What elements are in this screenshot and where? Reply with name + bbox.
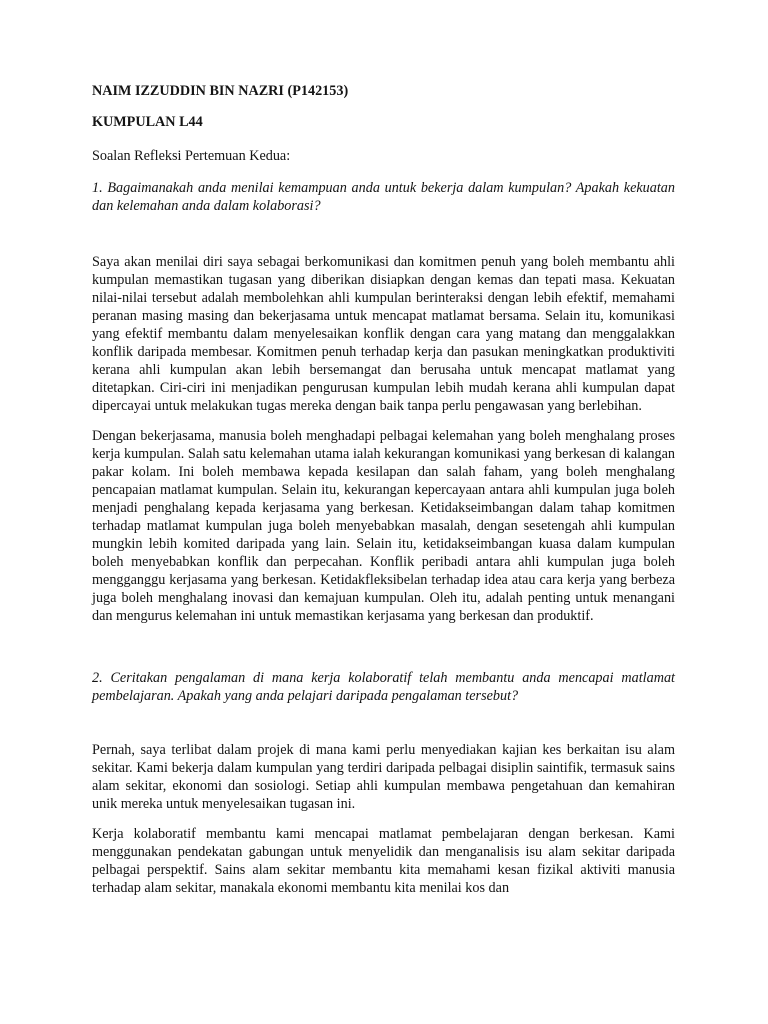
spacer — [92, 705, 675, 741]
question-2: 2. Ceritakan pengalaman di mana kerja kolaboratif telah membantu anda mencapai matlamat pembelajaran. Apakah yang anda pelajari daripada pengalaman tersebut? — [92, 670, 675, 704]
document-page — [92, 82, 675, 909]
answer-1-paragraph-2: Dengan bekerjasama, manusia boleh menghadapi pelbagai kelemahan yang boleh menghalang proses kerja kumpulan. Salah satu kelemahan utama ialah kekurangan komunikasi yang berkesan di kalangan pakar kolam. Ini boleh membawa kepada kesilapan dan salah faham, yang boleh menghalang pencapaian matlamat kumpulan. Selain itu, kekurangan kepercayaan antara ahli kumpulan juga boleh menjadi penghalang kepada kerjasama yang berkesan. Ketidakseimbangan dalam tahap komitmen terhadap matlamat kumpulan juga boleh menyebabkan masalah, dengan sesetengah ahli kumpulan mungkin lebih komited daripada yang lain. Selain itu, ketidakseimbangan kuasa dalam kumpulan boleh menyebabkan konflik dan perpecahan. Konflik peribadi antara ahli kumpulan juga boleh mengganggu kerjasama yang berkesan. Ketidakfleksibelan terhadap idea atau cara kerja yang berbeza juga boleh menghalang inovasi dan kemajuan kumpulan. Oleh itu, adalah penting untuk menangani dan mengurus kelemahan ini untuk memastikan kerjasama yang berkesan dan produktif. — [92, 428, 675, 624]
answer-2-paragraph-1: Pernah, saya terlibat dalam projek di mana kami perlu menyediakan kajian kes berkaitan isu alam sekitar. Kami bekerja dalam kumpulan yang terdiri daripada pelbagai disiplin saintifik, termasuk sains alam sekitar, ekonomi dan sosiologi. Setiap ahli kumpulan membawa pengetahuan dan kemahiran unik mereka untuk menyelesaikan tugasan ini. — [92, 742, 675, 812]
question-1: 1. Bagaimanakah anda menilai kemampuan anda untuk bekerja dalam kumpulan? Apakah kekuatan dan kelemahan anda dalam kolaborasi? — [92, 180, 675, 214]
section-subtitle: Soalan Refleksi Pertemuan Kedua: — [92, 148, 291, 164]
answer-1-paragraph-1: Saya akan menilai diri saya sebagai berkomunikasi dan komitmen penuh yang boleh membantu ahli kumpulan memastikan tugasan yang diberikan disiapkan dengan kemas dan tepati masa. Kekuatan nilai-nilai tersebut adalah membolehkan ahli kumpulan berinteraksi dengan lebih efektif, memahami peranan masing masing dan bekerjasama untuk mencapat matlamat bersama. Selain itu, komunikasi yang efektif membantu dalam menyelesaikan konflik dengan cara yang matang dan menggalakkan konflik daripada membesar. Komitmen penuh terhadap kerja dan pasukan meningkatkan produktiviti kerana ahli kumpulan akan lebih bersemangat dan berusaha untuk mencapat matlamat yang ditetapkan. Ciri-ciri ini menjadikan pengurusan kumpulan lebih mudah kerana ahli kumpulan dapat dipercayai untuk melakukan tugas mereka dengan baik tanpa perlu pengawasan yang berlebihan. — [92, 254, 675, 414]
spacer — [92, 637, 675, 669]
author-name: NAIM IZZUDDIN BIN NAZRI (P142153) — [92, 83, 349, 99]
spacer — [92, 215, 675, 253]
group-name: KUMPULAN L44 — [92, 114, 203, 130]
answer-2-paragraph-2: Kerja kolaboratif membantu kami mencapai matlamat pembelajaran dengan berkesan. Kami menggunakan pendekatan gabungan untuk menyelidik dan menganalisis isu alam sekitar daripada pelbagai perspektif. Sains alam sekitar membantu kita memahami kesan fizikal aktiviti manusia terhadap alam sekitar, manakala ekonomi membantu kita menilai kos dan — [92, 826, 675, 896]
